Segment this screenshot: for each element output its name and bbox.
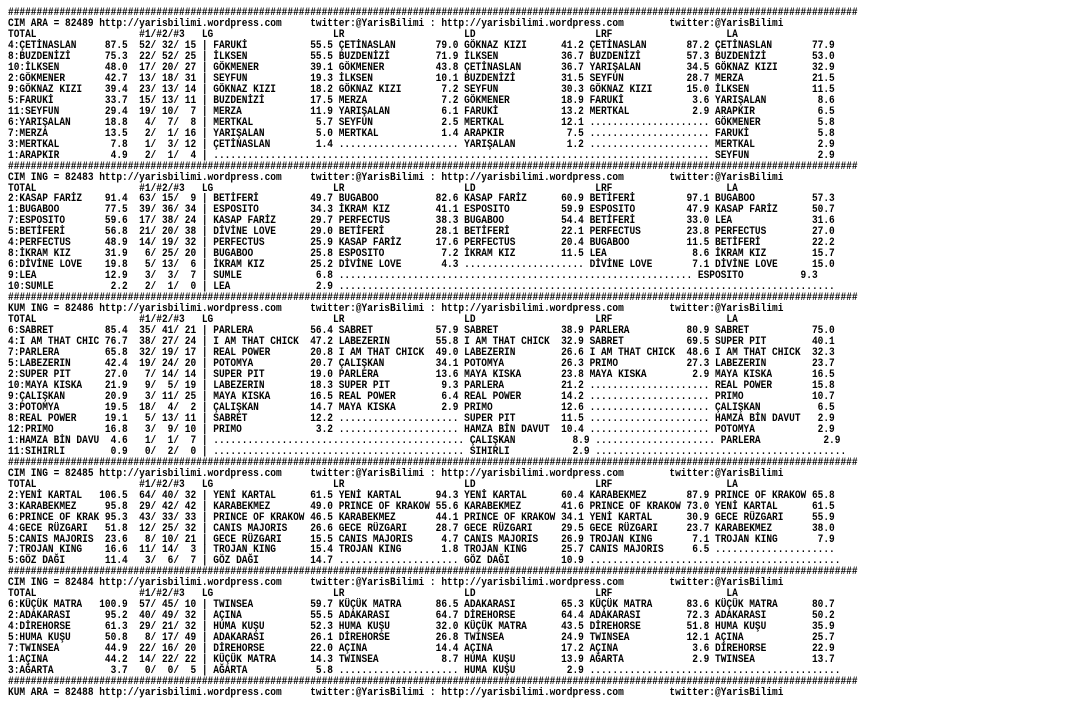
table-row: 4:DİREHORSE 61.3 29/ 21/ 32 | HUMA KUŞU 52.3 HUMA KUŞU 32.0 KÜÇÜK MATRA 43.5 DİREHORSE 51.8 HUMA KUŞU 35.9 [8, 621, 835, 634]
table-row: 11:SEYFUN 29.4 19/ 10/ 7 | MERZA 11.9 YARIŞALAN 6.1 FARUKİ 13.2 MERTKAL 2.9 ARAPKIR 6.5 [8, 105, 835, 118]
table-row: 5:FARUKİ 33.7 15/ 13/ 11 | BUZDENİZİ 17.5 MERZA 7.2 GÖKMENER 18.9 FARUKİ 3.6 YARIŞALAN 8.6 [8, 94, 835, 107]
column-header-line: TOTAL #1/#2/#3 LG LR LD LRF LA [8, 478, 738, 491]
table-row: 5:GÖZ DAĞI 11.4 3/ 6/ 7 | GÖZ DAĞI 14.7 ..................... GÖZ DAĞI 10.9 ............................................ [8, 555, 841, 568]
table-row: 7:PARLERA 65.8 32/ 19/ 17 | REAL POWER 20.8 I AM THAT CHICK 49.0 LABEZERIN 26.6 I AM THAT CHICK 48.6 I AM THAT CHICK 32.3 [8, 347, 835, 360]
table-row: 6:KÜÇÜK MATRA 100.9 57/ 45/ 10 | TWINSEA 59.7 KÜÇÜK MATRA 86.5 ADAKARASI 65.3 KÜÇÜK MATRA 83.6 KÜÇÜK MATRA 80.7 [8, 599, 835, 612]
table-row: 9:LEA 12.9 3/ 3/ 7 | SUMLE 6.8 .............................................................. ESPOSITO 9.3 [8, 270, 818, 283]
race-header-line: CIM ING = 82484 http://yarisbilimi.wordpress.com twitter:@YarisBilimi : http://yarisbilimi.wordpress.com twitter:@YarisBilimi [8, 577, 784, 590]
column-header-line: TOTAL #1/#2/#3 LG LR LD LRF LA [8, 314, 738, 327]
table-row: 5:BETİFERİ 56.8 21/ 20/ 38 | DİVİNE LOVE 29.0 BETİFERİ 28.1 BETİFERİ 22.1 PERFECTUS 23.8 PERFECTUS 27.0 [8, 226, 835, 239]
separator-line: ##################################################################################################################################################### [8, 292, 858, 305]
column-header-line: TOTAL #1/#2/#3 LG LR LD LRF LA [8, 28, 738, 41]
table-row: 7:TWINSEA 44.9 22/ 16/ 20 | DİREHORSE 22.0 AÇINA 14.4 AÇINA 17.2 AÇINA 3.6 DİREHORSE 22.9 [8, 643, 835, 656]
column-header-line: TOTAL #1/#2/#3 LG LR LD LRF LA [8, 588, 738, 601]
table-row: 2:KASAP FARİZ 91.4 63/ 15/ 9 | BETİFERİ 49.7 BUGABOO 82.6 KASAP FARİZ 60.9 BETİFERİ 97.1 BUGABOO 57.3 [8, 193, 835, 206]
table-row: 9:GÖKNAZ KIZI 39.4 23/ 13/ 14 | GÖKNAZ KIZI 18.2 GÖKNAZ KIZI 7.2 SEYFUN 30.3 GÖKNAZ KIZI 15.0 İLKSEN 11.5 [8, 83, 835, 96]
table-row: 6:YARIŞALAN 18.8 4/ 7/ 8 | MERTKAL 5.7 SEYFUN 2.5 MERTKAL 12.1 ..................... GÖKMENER 5.8 [8, 116, 835, 129]
table-row: 10:SUMLE 2.2 2/ 1/ 0 | LEA 2.9 ....................................................................................... [8, 281, 835, 294]
table-row: 5:LABEZERIN 42.4 19/ 24/ 20 | POTOMYA 20.7 ÇALIŞKAN 34.1 POTOMYA 26.3 PRIMO 27.3 LABEZERIN 23.7 [8, 358, 835, 370]
table-row: 12:PRIMO 16.8 3/ 9/ 10 | PRIMO 3.2 ..................... HAMZA BİN DAVUT 10.4 ..................... POTOMYA 2.9 [8, 423, 835, 436]
table-row: 5:CANIS MAJORIS 23.6 8/ 10/ 21 | GECE RÜZGARI 15.5 CANIS MAJORIS 4.7 CANIS MAJORIS 26.9 TROJAN KING 7.1 TROJAN KING 7.9 [8, 533, 835, 546]
race-header-line: KUM ING = 82486 http://yarisbilimi.wordpress.com twitter:@YarisBilimi : http://yarisbilimi.wordpress.com twitter:@YarisBilimi [8, 303, 784, 316]
table-row: 1:HAMZA BİN DAVU 4.6 1/ 1/ 7 | ............................................ ÇALIŞKAN 8.9 ..................... PARLERA 2.9 [8, 434, 841, 447]
table-row: 11:SIHIRLI 0.9 0/ 2/ 0 | ............................................ SIHIRLI 2.9 ............................................ [8, 445, 847, 458]
table-row: 8:BUZDENİZİ 75.3 22/ 52/ 25 | İLKSEN 55.5 BUZDENİZİ 71.9 İLKSEN 36.7 BUZDENİZİ 57.3 BUZDENİZİ 53.0 [8, 50, 835, 63]
table-row: 7:TROJAN KING 16.6 11/ 14/ 3 | TROJAN KING 15.4 TROJAN KING 1.8 TROJAN KING 25.7 CANIS MAJORIS 6.5 ..................... [8, 544, 835, 557]
table-row: 8:REAL POWER 19.1 5/ 13/ 11 | SABRET 12.2 ..................... SUPER PIT 11.5 ..................... HAMZA BİN DAVUT 2.9 [8, 412, 835, 425]
race-header-line: KUM ARA = 82488 http://yarisbilimi.wordpress.com twitter:@YarisBilimi : http://yarisbilimi.wordpress.com twitter:@YarisBilimi [8, 687, 784, 700]
table-row: 2:ADAKARASI 95.2 40/ 49/ 32 | AÇINA 55.5 ADAKARASI 64.7 DİREHORSE 64.4 ADAKARASI 72.3 ADAKARASI 50.2 [8, 610, 835, 623]
table-row: 6:PRINCE OF KRAK 95.3 43/ 33/ 33 | PRINCE OF KRAKOW 46.5 KARABEKMEZ 44.1 PRINCE OF KRAKOW 34.1 YENİ KARTAL 30.9 GECE RÜZGARI 55.9 [8, 511, 835, 524]
table-row: 4:ÇETİNASLAN 87.5 52/ 32/ 15 | FARUKİ 55.5 ÇETİNASLAN 79.0 GÖKNAZ KIZI 41.2 ÇETİNASLAN 87.2 ÇETİNASLAN 77.9 [8, 39, 835, 52]
table-row: 6:DİVİNE LOVE 19.8 5/ 13/ 6 | İKRAM KIZ 25.2 DİVİNE LOVE 4.3 ..................... DİVİNE LOVE 7.1 DİVİNE LOVE 15.0 [8, 259, 835, 272]
table-row: 3:MERTKAL 7.8 1/ 3/ 12 | ÇETİNASLAN 1.4 ..................... YARIŞALAN 1.2 ..................... MERTKAL 2.9 [8, 138, 835, 151]
separator-line: ##################################################################################################################################################### [8, 7, 858, 19]
race-header-line: CIM ARA = 82489 http://yarisbilimi.wordpress.com twitter:@YarisBilimi : http://yarisbilimi.wordpress.com twitter:@YarisBilimi [8, 17, 784, 30]
table-row: 1:AÇINA 44.2 14/ 22/ 22 | KÜÇÜK MATRA 14.3 TWINSEA 8.7 HUMA KUŞU 13.9 AĞARTA 2.9 TWINSEA 13.7 [8, 654, 835, 667]
separator-line: ##################################################################################################################################################### [8, 566, 858, 579]
separator-line: ##################################################################################################################################################### [8, 676, 858, 689]
table-row: 1:ARAPKIR 4.9 2/ 1/ 4 | ....................................................................................... SEYFUN 2.9 [8, 149, 835, 162]
race-header-line: CIM ING = 82483 http://yarisbilimi.wordpress.com twitter:@YarisBilimi : http://yarisbilimi.wordpress.com twitter:@YarisBilimi [8, 171, 784, 184]
table-row: 7:MERZA 13.5 2/ 1/ 16 | YARIŞALAN 5.0 MERTKAL 1.4 ARAPKIR 7.5 ..................... FARUKİ 5.8 [8, 127, 835, 140]
table-row: 4:GECE RÜZGARI 51.8 12/ 25/ 32 | CANIS MAJORIS 26.6 GECE RÜZGARI 28.7 GECE RÜZGARI 29.5 GECE RÜZGARI 23.7 KARABEKMEZ 38.0 [8, 522, 835, 535]
table-row: 7:ESPOSITO 59.6 17/ 38/ 24 | KASAP FARİZ 29.7 PERFECTUS 38.3 BUGABOO 54.4 BETİFERİ 33.0 LEA 31.6 [8, 215, 835, 228]
table-row: 10:MAYA KISKA 21.9 9/ 5/ 19 | LABEZERIN 18.3 SUPER PIT 9.3 PARLERA 21.2 ..................... REAL POWER 15.8 [8, 379, 835, 392]
table-row: 3:AĞARTA 3.7 0/ 0/ 5 | AĞARTA 5.8 ..................... HUMA KUŞU 2.9 ............................................ [8, 665, 841, 678]
table-row: 2:YENİ KARTAL 106.5 64/ 40/ 32 | YENİ KARTAL 61.5 YENİ KARTAL 94.3 YENİ KARTAL 60.4 KARABEKMEZ 87.9 PRINCE OF KRAKOW 65.8 [8, 489, 835, 502]
separator-line: ##################################################################################################################################################### [8, 160, 858, 173]
table-row: 5:HUMA KUŞU 50.8 8/ 17/ 49 | ADAKARASI 26.1 DİREHORSE 26.8 TWINSEA 24.9 TWINSEA 12.1 AÇINA 25.7 [8, 632, 835, 645]
column-header-line: TOTAL #1/#2/#3 LG LR LD LRF LA [8, 182, 738, 195]
race-header-line: CIM ING = 82485 http://yarisbilimi.wordpress.com twitter:@YarisBilimi : http://yarisbilimi.wordpress.com twitter:@YarisBilimi [8, 467, 784, 480]
table-row: 8:İKRAM KIZ 31.9 6/ 25/ 20 | BUGABOO 25.8 ESPOSITO 7.2 İKRAM KIZ 11.5 LEA 8.6 İKRAM KIZ 15.7 [8, 248, 835, 261]
table-row: 4:PERFECTUS 48.9 14/ 19/ 32 | PERFECTUS 25.9 KASAP FARİZ 17.6 PERFECTUS 20.4 BUGABOO 11.5 BETİFERİ 22.2 [8, 237, 835, 250]
separator-line: ##################################################################################################################################################### [8, 456, 858, 469]
table-row: 3:KARABEKMEZ 95.8 29/ 42/ 42 | KARABEKMEZ 49.0 PRINCE OF KRAKOW 55.6 KARABEKMEZ 41.6 PRINCE OF KRAKOW 73.0 YENİ KARTAL 61.5 [8, 500, 835, 513]
table-row: 1:BUGABOO 77.5 39/ 36/ 34 | ESPOSITO 34.3 İKRAM KIZ 41.1 ESPOSITO 59.9 ESPOSITO 47.9 KASAP FARİZ 50.7 [8, 204, 835, 217]
table-row: 6:SABRET 85.4 35/ 41/ 21 | PARLERA 56.4 SABRET 57.9 SABRET 38.9 PARLERA 80.9 SABRET 75.0 [8, 325, 835, 338]
table-row: 10:İLKSEN 48.0 17/ 20/ 27 | GÖKMENER 39.1 GÖKMENER 43.8 ÇETİNASLAN 36.7 YARIŞALAN 34.5 GÖKNAZ KIZI 32.9 [8, 61, 835, 74]
table-row: 2:GÖKMENER 42.7 13/ 18/ 31 | SEYFUN 19.3 İLKSEN 10.1 BUZDENİZİ 31.5 SEYFUN 28.7 MERZA 21.5 [8, 72, 835, 85]
table-row: 3:POTOMYA 19.5 18/ 4/ 2 | ÇALIŞKAN 14.7 MAYA KISKA 2.9 PRIMO 12.6 ..................... ÇALIŞKAN 6.5 [8, 401, 835, 414]
table-row: 9:ÇALIŞKAN 20.9 3/ 11/ 25 | MAYA KISKA 16.5 REAL POWER 6.4 REAL POWER 14.2 ..................... PRIMO 10.7 [8, 390, 835, 403]
table-row: 4:I AM THAT CHIC 76.7 38/ 27/ 24 | I AM THAT CHICK 47.2 LABEZERIN 55.8 I AM THAT CHICK 32.9 SABRET 69.5 SUPER PIT 40.1 [8, 336, 835, 349]
table-row: 2:SUPER PIT 27.0 7/ 14/ 14 | SUPER PIT 19.0 PARLERA 13.6 MAYA KISKA 23.8 MAYA KISKA 2.9 MAYA KISKA 16.5 [8, 368, 835, 381]
